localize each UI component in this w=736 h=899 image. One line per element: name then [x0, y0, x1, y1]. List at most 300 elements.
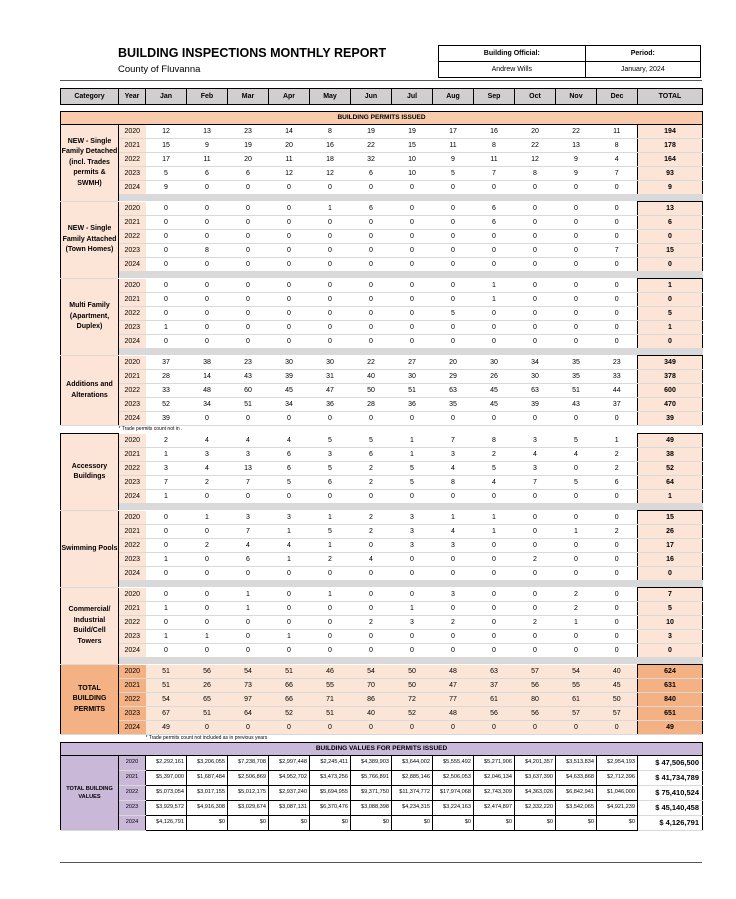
separator-row: [61, 581, 703, 588]
month-cell: 3: [228, 511, 269, 525]
month-cell: $6,842,941: [556, 786, 597, 801]
month-cell: 7: [597, 167, 638, 181]
header-may: May: [310, 89, 351, 105]
month-cell: 3: [433, 448, 474, 462]
month-cell: 0: [187, 616, 228, 630]
month-cell: 10: [392, 153, 433, 167]
month-cell: 30: [474, 356, 515, 370]
month-cell: 12: [269, 167, 310, 181]
header-dec: Dec: [597, 89, 638, 105]
month-cell: 13: [556, 139, 597, 153]
month-cell: 57: [556, 707, 597, 721]
month-cell: 0: [556, 462, 597, 476]
month-cell: 0: [146, 230, 187, 244]
month-cell: 4: [433, 525, 474, 539]
year-cell: 2020: [119, 434, 146, 448]
year-cell: 2022: [119, 462, 146, 476]
year-cell: 2023: [119, 553, 146, 567]
month-cell: 6: [351, 167, 392, 181]
month-cell: 0: [515, 335, 556, 349]
year-cell: 2023: [119, 321, 146, 335]
month-cell: 2: [515, 616, 556, 630]
month-cell: 0: [351, 181, 392, 195]
year-cell: 2020: [119, 588, 146, 602]
month-cell: 0: [351, 721, 392, 735]
month-cell: 39: [146, 412, 187, 426]
month-cell: 4: [269, 539, 310, 553]
month-cell: 3: [433, 539, 474, 553]
month-cell: 0: [187, 412, 228, 426]
month-cell: 0: [474, 307, 515, 321]
separator-row: [61, 272, 703, 279]
month-cell: 0: [269, 216, 310, 230]
month-cell: 0: [310, 567, 351, 581]
header-year: Year: [119, 89, 146, 105]
year-cell: 2020: [119, 125, 146, 139]
month-cell: 0: [310, 602, 351, 616]
total-cell: 1: [638, 321, 703, 335]
month-cell: 0: [515, 230, 556, 244]
month-cell: 0: [351, 412, 392, 426]
month-cell: 0: [228, 244, 269, 258]
month-cell: 0: [228, 567, 269, 581]
category-label: TOTAL BUILDING VALUES: [61, 756, 119, 831]
month-cell: 70: [351, 679, 392, 693]
year-cell: 2022: [119, 616, 146, 630]
month-cell: 0: [433, 181, 474, 195]
month-cell: 47: [310, 384, 351, 398]
value-row: [61, 816, 703, 831]
spacer: [61, 105, 703, 112]
month-cell: 51: [187, 707, 228, 721]
month-cell: 9: [556, 153, 597, 167]
year-cell: 2020: [119, 756, 146, 771]
month-cell: 1: [310, 511, 351, 525]
month-cell: 5: [433, 307, 474, 321]
month-cell: 45: [269, 384, 310, 398]
month-cell: $3,087,131: [269, 801, 310, 816]
month-cell: 0: [310, 721, 351, 735]
month-cell: 0: [597, 279, 638, 293]
table-row: [61, 370, 703, 384]
table-row: [61, 567, 703, 581]
banner-row: [61, 743, 703, 756]
category-label: Accessory Buildings: [61, 434, 119, 511]
month-cell: 4: [515, 448, 556, 462]
month-cell: 2: [187, 476, 228, 490]
month-cell: 0: [187, 258, 228, 272]
month-cell: 65: [187, 693, 228, 707]
month-cell: 0: [310, 230, 351, 244]
month-cell: 50: [597, 693, 638, 707]
month-cell: 0: [146, 644, 187, 658]
month-cell: 1: [146, 602, 187, 616]
year-cell: 2022: [119, 307, 146, 321]
month-cell: 0: [474, 602, 515, 616]
month-cell: 0: [310, 412, 351, 426]
month-cell: 0: [474, 244, 515, 258]
month-cell: 0: [351, 230, 392, 244]
month-cell: 0: [433, 279, 474, 293]
month-cell: 23: [597, 356, 638, 370]
month-cell: $9,371,750: [351, 786, 392, 801]
month-cell: 0: [392, 490, 433, 504]
month-cell: 0: [187, 202, 228, 216]
year-cell: 2023: [119, 167, 146, 181]
month-cell: 8: [597, 139, 638, 153]
year-cell: 2022: [119, 539, 146, 553]
month-cell: 8: [310, 125, 351, 139]
month-cell: 0: [269, 307, 310, 321]
month-cell: $4,126,791: [146, 816, 187, 831]
month-cell: 0: [269, 202, 310, 216]
month-cell: 72: [392, 693, 433, 707]
category-label: NEW - Single Family Attached (Town Homes): [61, 202, 119, 279]
month-cell: 0: [597, 602, 638, 616]
month-cell: $2,332,220: [515, 801, 556, 816]
month-cell: 15: [392, 139, 433, 153]
month-cell: 0: [556, 412, 597, 426]
month-cell: 66: [269, 679, 310, 693]
month-cell: 0: [146, 335, 187, 349]
header-jan: Jan: [146, 89, 187, 105]
table-row: [61, 539, 703, 553]
month-cell: 1: [146, 553, 187, 567]
month-cell: $3,513,834: [556, 756, 597, 771]
month-cell: 51: [146, 679, 187, 693]
month-cell: 1: [556, 525, 597, 539]
month-cell: 1: [474, 525, 515, 539]
month-cell: 0: [228, 721, 269, 735]
total-cell: $ 45,140,458: [638, 801, 703, 816]
header-feb: Feb: [187, 89, 228, 105]
total-cell: 840: [638, 693, 703, 707]
month-cell: 0: [269, 644, 310, 658]
table-row: [61, 398, 703, 412]
month-cell: 56: [515, 707, 556, 721]
month-cell: 0: [474, 321, 515, 335]
month-cell: 0: [433, 230, 474, 244]
month-cell: 5: [310, 434, 351, 448]
total-cell: 52: [638, 462, 703, 476]
month-cell: 30: [392, 370, 433, 384]
month-cell: 40: [351, 707, 392, 721]
month-cell: 0: [146, 202, 187, 216]
month-cell: 56: [474, 707, 515, 721]
table-row: [61, 630, 703, 644]
month-cell: 0: [515, 644, 556, 658]
month-cell: $0: [310, 816, 351, 831]
month-cell: $17,974,068: [433, 786, 474, 801]
month-cell: 52: [392, 707, 433, 721]
month-cell: 0: [351, 602, 392, 616]
official-period-box: [438, 45, 701, 78]
month-cell: 0: [269, 181, 310, 195]
year-cell: 2023: [119, 244, 146, 258]
table-row: [61, 490, 703, 504]
month-cell: 1: [269, 553, 310, 567]
value-row: [61, 756, 703, 771]
month-cell: 1: [228, 602, 269, 616]
month-cell: 0: [228, 616, 269, 630]
month-cell: 0: [556, 490, 597, 504]
month-cell: 0: [228, 644, 269, 658]
month-cell: 0: [433, 335, 474, 349]
month-cell: 2: [597, 525, 638, 539]
month-cell: 0: [515, 216, 556, 230]
month-cell: 0: [146, 307, 187, 321]
month-cell: 0: [228, 630, 269, 644]
month-cell: 33: [146, 384, 187, 398]
month-cell: 23: [228, 125, 269, 139]
total-cell: 9: [638, 181, 703, 195]
month-cell: 11: [433, 139, 474, 153]
month-cell: 0: [269, 244, 310, 258]
month-cell: 0: [392, 588, 433, 602]
note-row: [61, 735, 703, 743]
month-cell: 35: [556, 356, 597, 370]
table-row: [61, 679, 703, 693]
total-cell: 651: [638, 707, 703, 721]
month-cell: 0: [597, 567, 638, 581]
month-cell: 7: [515, 476, 556, 490]
month-cell: 0: [392, 181, 433, 195]
month-cell: 1: [392, 448, 433, 462]
separator-row: [61, 658, 703, 665]
month-cell: 37: [474, 679, 515, 693]
month-cell: 0: [556, 539, 597, 553]
month-cell: 4: [597, 153, 638, 167]
month-cell: 0: [474, 553, 515, 567]
year-cell: 2024: [119, 721, 146, 735]
month-cell: 6: [228, 167, 269, 181]
month-cell: 0: [228, 230, 269, 244]
month-cell: 5: [433, 167, 474, 181]
month-cell: $1,687,484: [187, 771, 228, 786]
total-cell: 1: [638, 279, 703, 293]
total-cell: 6: [638, 216, 703, 230]
month-cell: 0: [187, 293, 228, 307]
month-cell: 14: [269, 125, 310, 139]
month-cell: 0: [474, 616, 515, 630]
month-cell: 2: [146, 434, 187, 448]
month-cell: 77: [433, 693, 474, 707]
month-cell: 0: [556, 244, 597, 258]
month-cell: 2: [351, 525, 392, 539]
table-row: [61, 448, 703, 462]
month-cell: 0: [228, 216, 269, 230]
month-cell: $1,046,000: [597, 786, 638, 801]
month-cell: 0: [474, 630, 515, 644]
month-cell: 0: [392, 279, 433, 293]
note-additions: * Trade permits count not in .: [118, 426, 183, 432]
month-cell: $4,363,026: [515, 786, 556, 801]
month-cell: 0: [187, 490, 228, 504]
total-cell: 7: [638, 588, 703, 602]
month-cell: 0: [146, 279, 187, 293]
month-cell: 48: [433, 707, 474, 721]
month-cell: 0: [269, 335, 310, 349]
total-cell: 15: [638, 511, 703, 525]
month-cell: 0: [392, 230, 433, 244]
month-cell: $11,374,772: [392, 786, 433, 801]
month-cell: 48: [187, 384, 228, 398]
month-cell: 8: [433, 476, 474, 490]
month-cell: 6: [228, 553, 269, 567]
month-cell: 1: [474, 279, 515, 293]
month-cell: 2: [351, 476, 392, 490]
month-cell: 61: [556, 693, 597, 707]
total-cell: 600: [638, 384, 703, 398]
month-cell: 28: [146, 370, 187, 384]
month-cell: $0: [597, 816, 638, 831]
month-cell: 37: [146, 356, 187, 370]
month-cell: 1: [433, 511, 474, 525]
month-cell: 3: [187, 448, 228, 462]
month-cell: 0: [433, 644, 474, 658]
month-cell: 0: [187, 321, 228, 335]
month-cell: 0: [556, 293, 597, 307]
month-cell: 5: [269, 476, 310, 490]
separator-row: [61, 504, 703, 511]
month-cell: $2,954,193: [597, 756, 638, 771]
month-cell: $4,952,702: [269, 771, 310, 786]
month-cell: 0: [351, 258, 392, 272]
month-cell: $3,029,674: [228, 801, 269, 816]
month-cell: 9: [146, 181, 187, 195]
month-cell: 2: [433, 616, 474, 630]
note-row: [61, 426, 703, 434]
header-apr: Apr: [269, 89, 310, 105]
month-cell: 0: [228, 293, 269, 307]
month-cell: 0: [187, 553, 228, 567]
spacer-row: [61, 105, 703, 112]
month-cell: 0: [433, 202, 474, 216]
month-cell: 0: [515, 412, 556, 426]
month-cell: 39: [515, 398, 556, 412]
month-cell: 0: [146, 588, 187, 602]
month-cell: $2,046,134: [474, 771, 515, 786]
month-cell: 0: [597, 630, 638, 644]
total-cell: 178: [638, 139, 703, 153]
category-label: Additions and Alterations: [61, 356, 119, 426]
month-cell: 4: [351, 553, 392, 567]
month-cell: 6: [474, 216, 515, 230]
total-cell: 64: [638, 476, 703, 490]
month-cell: 0: [556, 321, 597, 335]
month-cell: 1: [146, 448, 187, 462]
table-row: [61, 384, 703, 398]
month-cell: 9: [556, 167, 597, 181]
month-cell: 0: [269, 412, 310, 426]
month-cell: 34: [269, 398, 310, 412]
month-cell: 0: [556, 307, 597, 321]
month-cell: 0: [433, 244, 474, 258]
year-cell: 2020: [119, 202, 146, 216]
year-cell: 2024: [119, 567, 146, 581]
month-cell: 0: [310, 490, 351, 504]
month-cell: 45: [474, 384, 515, 398]
month-cell: 0: [146, 216, 187, 230]
month-cell: 1: [310, 588, 351, 602]
month-cell: $3,473,256: [310, 771, 351, 786]
month-cell: 7: [228, 476, 269, 490]
month-cell: 22: [515, 139, 556, 153]
month-cell: 55: [556, 679, 597, 693]
table-row: [61, 321, 703, 335]
year-cell: 2024: [119, 816, 146, 831]
month-cell: 12: [146, 125, 187, 139]
values-banner: BUILDING VALUES FOR PERMITS ISSUED: [61, 743, 703, 756]
total-cell: 93: [638, 167, 703, 181]
month-cell: 0: [146, 539, 187, 553]
month-cell: 0: [597, 293, 638, 307]
month-cell: 17: [433, 125, 474, 139]
separator: [119, 272, 703, 279]
month-cell: $0: [433, 816, 474, 831]
table-row: [61, 293, 703, 307]
total-cell: 194: [638, 125, 703, 139]
month-cell: 17: [146, 153, 187, 167]
total-cell: 10: [638, 616, 703, 630]
total-cell: 26: [638, 525, 703, 539]
separator: [119, 195, 703, 202]
year-cell: 2021: [119, 679, 146, 693]
month-cell: 0: [597, 588, 638, 602]
month-cell: 38: [187, 356, 228, 370]
month-cell: 0: [310, 244, 351, 258]
month-cell: 45: [597, 679, 638, 693]
month-cell: 0: [228, 258, 269, 272]
month-cell: 4: [228, 539, 269, 553]
table-row: [61, 602, 703, 616]
month-cell: 11: [187, 153, 228, 167]
month-cell: 6: [474, 202, 515, 216]
category-label: Commercial/ Industrial Build/Cell Towers: [61, 588, 119, 665]
month-cell: 0: [392, 553, 433, 567]
month-cell: 37: [597, 398, 638, 412]
header-nov: Nov: [556, 89, 597, 105]
total-cell: 49: [638, 721, 703, 735]
month-cell: 0: [556, 216, 597, 230]
month-cell: 4: [187, 434, 228, 448]
month-cell: 0: [556, 511, 597, 525]
month-cell: 0: [310, 321, 351, 335]
month-cell: 19: [392, 125, 433, 139]
month-cell: 0: [269, 490, 310, 504]
month-cell: 26: [474, 370, 515, 384]
month-cell: 0: [597, 553, 638, 567]
month-cell: 0: [351, 244, 392, 258]
month-cell: $2,245,411: [310, 756, 351, 771]
month-cell: $5,694,955: [310, 786, 351, 801]
month-cell: 35: [433, 398, 474, 412]
month-cell: $5,012,175: [228, 786, 269, 801]
month-cell: 51: [228, 398, 269, 412]
month-cell: 0: [597, 490, 638, 504]
month-cell: 5: [556, 434, 597, 448]
separator: [119, 658, 703, 665]
table-row: [61, 307, 703, 321]
month-cell: 1: [146, 490, 187, 504]
month-cell: 1: [556, 616, 597, 630]
month-cell: 0: [597, 644, 638, 658]
month-cell: $7,238,708: [228, 756, 269, 771]
month-cell: 5: [392, 476, 433, 490]
month-cell: 50: [392, 679, 433, 693]
month-cell: 36: [310, 398, 351, 412]
month-cell: 0: [597, 335, 638, 349]
